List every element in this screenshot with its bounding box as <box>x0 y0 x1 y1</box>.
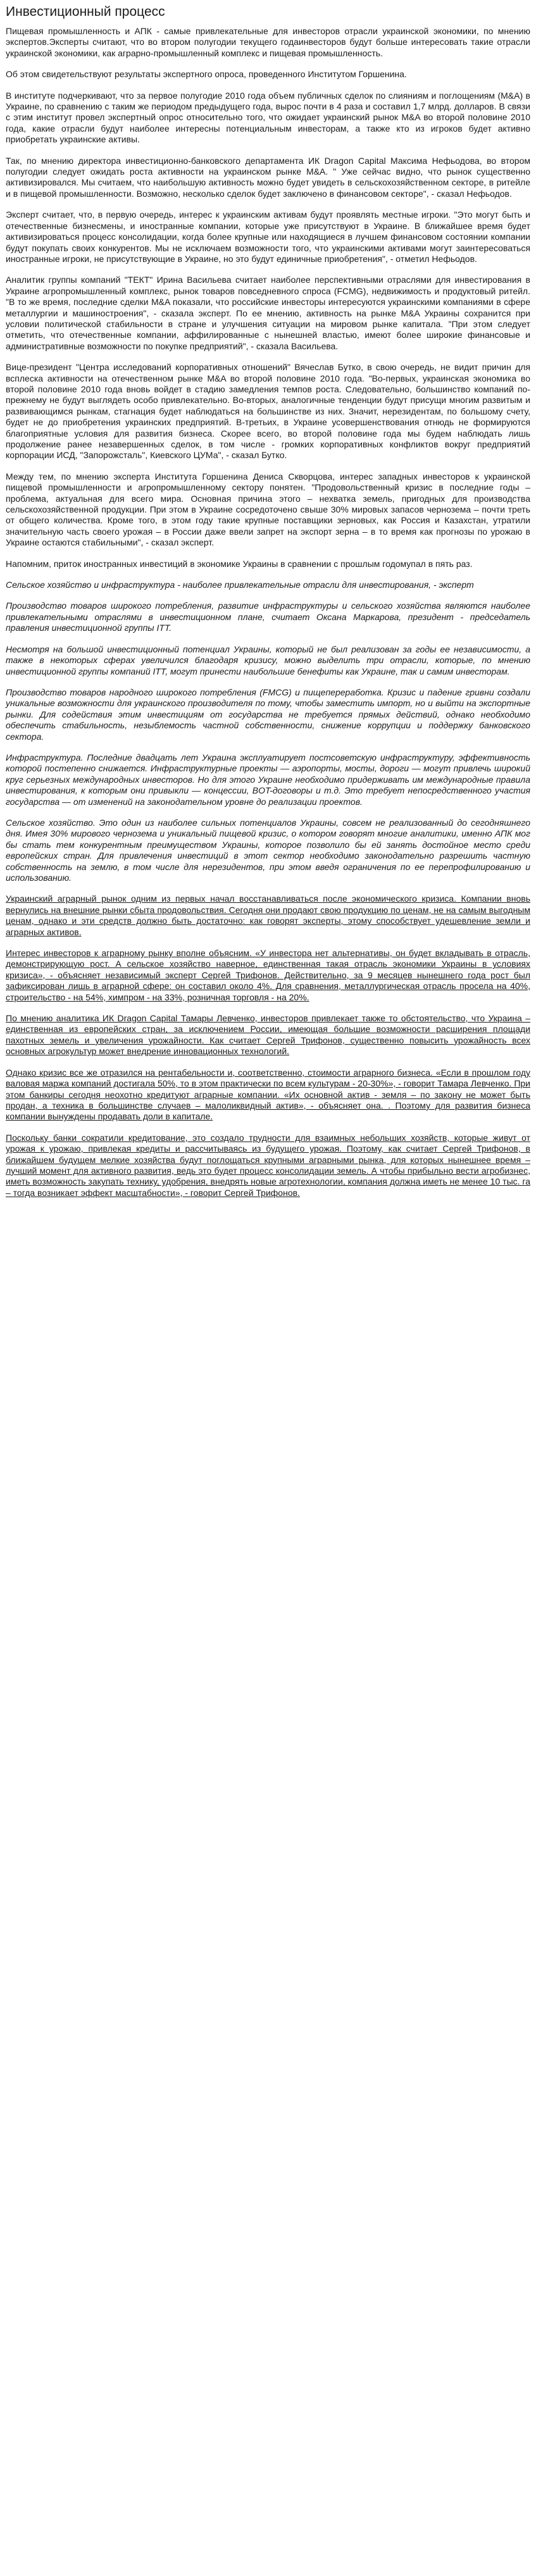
article-paragraph: Так, по мнению директора инвестиционно-банковского департамента ИК Dragon Capital Максима Нефьодова, во втором полугодии следует ожидать роста активности на украинском рынке M&A. " Уже сейчас видно, что рынок существенно активизировался. Мы считаем, что наибольшую активность можно будет увидеть в сельскохозяйственном секторе, в ритейле и в пищевой промышленности. Возможно, несколько сделок будет заключено в финансовом секторе", - сказал Нефьодов. <box>6 155 530 199</box>
article-body <box>6 26 530 1198</box>
article-paragraph: Инфраструктура. Последние двадцать лет Украина эксплуатирует постсоветскую инфраструктуру, эффективность которой постепенно снижается. Инфраструктурные проекты — аэропорты, мосты, дороги — могут привлечь широкий круг серьезных международных инвесторов. Но для этого Украине необходимо придерживать им международные правила инвестирования, к которым они привыкли — концессии, BOT-договоры и т.д. Это требует непосредственного участия государства — от изменений на законодательном уровне до реализации проектов. <box>6 752 530 807</box>
article-paragraph: Между тем, по мнению эксперта Института Горшенина Дениса Скворцова, интерес западных инвесторов к украинской пищевой промышленности и агропромышленному сектору понятен. "Продовольственный кризис в последние годы – проблема, актуальная для всего мира. Основная причина этого – нехватка земель, пригодных для производства сельскохозяйственной продукции. При этом в Украине сосредоточено свыше 30% мировых запасов чернозема – почти треть от общего количества. Кроме того, в этом году такие крупные поставщики зерновых, как Россия и Казахстан, утратили значительную часть своего урожая – в России даже ввели запрет на экспорт зерна – в то время как прогнозы по урожаю в Украине остаются стабильными", - сказал эксперт. <box>6 471 530 548</box>
article-paragraph: Украинский аграрный рынок одним из первых начал восстанавливаться после экономического кризиса. Компании вновь вернулись на внешние рынки сбыта продовольствия. Сегодня они продают свою продукцию по ценам, не на самым выгодным ценам, однако и эти средств должно быть достаточно: как говорят эксперты, этому способствует удешевление земли и аграрных активов. <box>6 893 530 937</box>
article-paragraph: Поскольку банки сократили кредитование, это создало трудности для взаимных небольших хозяйств, которые живут от урожая к урожаю, привлекая кредиты и рассчитываясь из будущего урожая. Поэтому, как считает Сергей Трифонов, в ближайшем будущем мелкие хозяйства будут поглощаться крупными аграрными рынка, для которых нынешнее время – лучший момент для активного развития, ведь это будет процесс консолидации земель. А чтобы прибыльно вести агробизнес, иметь возможность закупать технику, удобрения, внедрять новые агротехнологии, компания должна иметь не менее 10 тыс. га – тогда возникает эффект масштабности», - говорит Сергей Трифонов. <box>6 1132 530 1198</box>
article-paragraph: В институте подчеркивают, что за первое полугодие 2010 года объем публичных сделок по слияниям и поглощениям (M&A) в Украине, по сравнению с таким же периодом предыдущего года, вырос почти в 4 раза и составил 1,7 млрд. долларов. В связи с этим институт провел экспертный опрос относительно того, что ожидает украинский рынок M&A во второй половине 2010 года, какие отрасли будут наиболее интересны потенциальным инвесторам, а также кто из игроков будет активно приобретать украинские активы. <box>6 90 530 145</box>
article-paragraph: Напомним, приток иностранных инвестиций в экономике Украины в сравнении с прошлым годомупал в пять раз. <box>6 558 473 569</box>
article-paragraph: Эксперт считает, что, в первую очередь, интерес к украинским активам будут проявлять местные игроки. "Это могут быть и отечественные бизнесмены, и иностранные компании, которые уже присутствуют в Украине. В ближайшее время будет активизироваться процесс консолидации, когда более крупные или находящиеся в лучшем финансовом состоянии компании будут покупать своих конкурентов. Мы не исключаем возможности того, что украинскими активами могут заинтересоваться иностранные игроки, не присутствующие в Украине, но это будут единичные приобретения", - отметил Нефьодов. <box>6 209 530 264</box>
article-paragraph: Сельское хозяйство и инфраструктура - наиболее привлекательные отрасли для инвестирования, - эксперт <box>6 580 474 590</box>
article-paragraph: Производство товаров народного широкого потребления (FMCG) и пищепереработка. Кризис и падение гривни создали уникальные возможности для украинского производителя по тому, чтобы заместить импорт, но и выйти на экспортные рынки. Для содействия этим инвестициям от государства не требуется прямых действий, однако необходимо обеспечить стабильность, незыблемость частной собственности, снижение коррупции и поддержку банковского сектора. <box>6 687 530 742</box>
article-paragraph: Об этом свидетельствуют результаты экспертного опроса, проведенного Институтом Горшенина. <box>6 69 407 80</box>
article-paragraph: Аналитик группы компаний "ТЕКТ" Ирина Васильева считает наиболее перспективными отраслями для инвестирования в Украине агропромышленный комплекс, рынок товаров повседневного спроса (FCMG), недвижимость и продуктовый ритейл. "В то же время, последние сделки M&A показали, что российские инвесторы интересуются украинскими компаниями в сфере металлургии и машиностроения", - сказала эксперт. По ее мнению, активность на рынке M&A Украины сохранится при условии политической стабильности в стране и улучшения ситуации на мировом рынке капитала. "При этом следует отметить, что отечественные компании, аффилированные с нынешней властью, имеют более широкие финансовые и административные возможности по покупке предприятий", - сказала Васильева. <box>6 275 530 351</box>
article-paragraph: Пищевая промышленность и АПК - самые привлекательные для инвесторов отрасли украинской экономики, по мнению экспертов.Эксперты считают, что во втором полугодии текущего годаинвесторов будут больше интересовать такие отрасли украинской экономики, как аграрно-промышленный комплекс и пищевая промышленность. <box>6 26 530 58</box>
article <box>0 0 536 1198</box>
article-paragraph: Интерес инвесторов к аграрному рынку вполне объясним. «У инвестора нет альтернативы, он будет вкладывать в отрасль, демонстрирующую рост. А сельское хозяйство наверное, единственная такая отрасль экономики Украины в условиях кризиса», - объясняет независимый эксперт Сергей Трифонов. Действительно, за 9 месяцев нынешнего года рост был зафиксирован лишь в аграрной сфере: он составил около 4%. Для сравнения, металлургическая отрасль просела на 40%, строительство - на 54%, химпром - на 33%, розничная торговля - на 20%. <box>6 948 530 1002</box>
page-title: Инвестиционный процесс <box>6 4 165 19</box>
article-paragraph: Однако кризис все же отразился на рентабельности и, соответственно, стоимости аграрного бизнеса. «Если в прошлом году валовая маржа компаний достигала 50%, то в этом практически по всем культурам - 20-30%», - говорит Тамара Левченко. При этом банкиры сегодня неохотно кредитуют аграрные компании. «Их основной актив - земля – по закону не может быть продан, а техника в большинстве случаев – малоликвидный актив», - объясняет она. . Поэтому для развития бизнеса компании вынуждены продавать доли в капитале. <box>6 1067 530 1122</box>
article-paragraph: Несмотря на большой инвестиционный потенциал Украины, который не был реализован за годы ее независимости, а также в некоторых сферах увеличился благодаря кризису, можно выделить три отрасли, которые, по мнению инвестиционной группы компаний ITT, могут принести наибольшие бенефиты как Украине, так и самим инвесторам. <box>6 644 530 676</box>
article-paragraph: Сельское хозяйство. Это один из наиболее сильных потенциалов Украины, совсем не реализованный до сегодняшнего дня. Имея 30% мирового чернозема и уникальный пищевой кризис, о котором говорят многие аналитики, именно АПК мог бы стать тем конкурентным преимуществом Украины, которое позволило бы ей занять достойное место среди европейских стран. Для привлечения инвестиций в этот сектор необходимо законодательно разрешить частную собственность на землю, в том числе для нерезидентов, при этом введя ограничения по ее перепрофилированию и использованию. <box>6 817 530 883</box>
article-paragraph: Вице-президент "Центра исследований корпоративных отношений" Вячеслав Бутко, в свою очередь, не видит причин для всплеска активности на отечественном рынке M&A во второй половине 2010 года. "Во-первых, украинская экономика во второй половине 2010 года вновь войдет в стадию замедления темпов роста. Следовательно, большинство компаний по-прежнему не будут выглядеть особо привлекательно. Во-вторых, аналогичные тенденции будут присущи многим развитым и развивающимся рынкам, стагнация будет наблюдаться на большинстве из них. Значит, нерезидентам, по большому счету, будет не до приобретения украинских предприятий. В-третьих, в Украине усовершенствования отнюдь не формируются благоприятные условия для развития бизнеса. Скорее всего, во второй половине года мы будем наблюдать лишь продолжение ранее незавершенных сделок, в том числе - громких корпоративных конфликтов вокруг предприятий корпорации ИСД, "Запорожсталь", Киевского ЦУМа", - сказал Бутко. <box>6 362 530 461</box>
article-paragraph: По мнению аналитика ИК Dragon Capital Тамары Левченко, инвесторов привлекает также то обстоятельство, что Украина – единственная из европейских стран, за исключением России, имеющая большие возможности расширения площади пахотных земель и увеличения урожайности. Как считает Сергей Трифонов, существенно повысить урожайность всех основных агрокультур может внедрение инновационных технологий. <box>6 1013 530 1057</box>
article-paragraph: Производство товаров широкого потребления, развитие инфраструктуры и сельского хозяйства являются наиболее привлекательными отраслями в инвестиционном плане, считает Оксана Маркарова, президент - председатель правления инвестиционной группы ITT. <box>6 600 530 633</box>
